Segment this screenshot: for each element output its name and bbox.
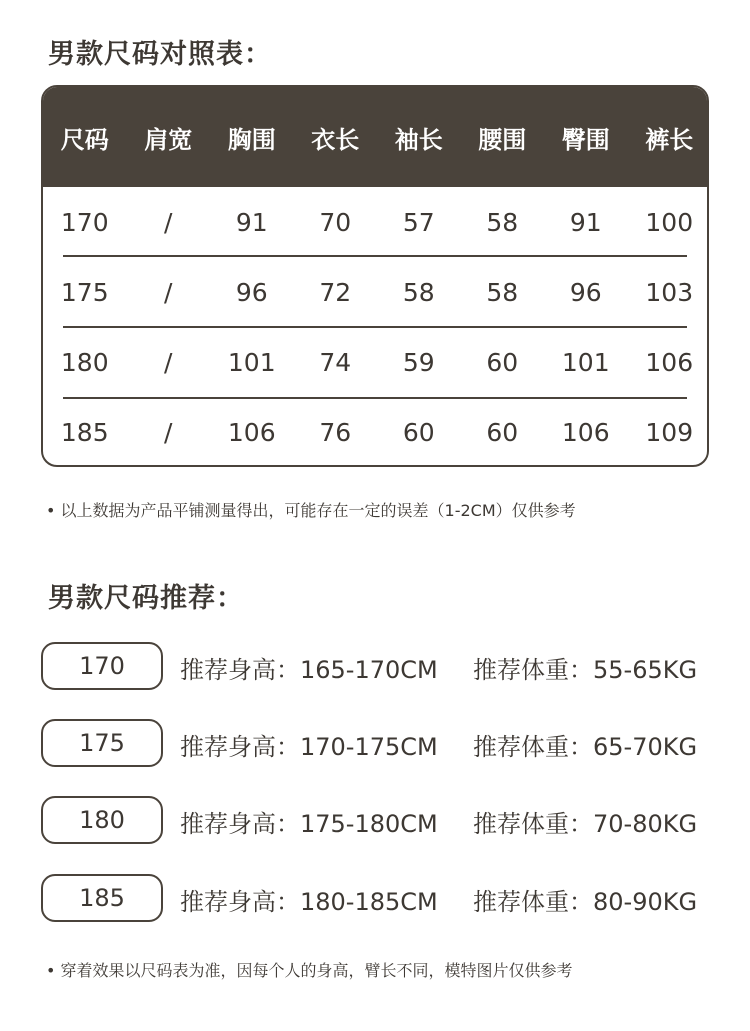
size-pill: 180 [41,796,163,844]
table-cell: 96 [235,277,268,307]
table-cell: 175 [60,277,109,307]
table-cell: 60 [486,347,519,377]
table-cell: 72 [319,277,352,307]
recommend-row [41,796,721,848]
table-row [43,327,707,397]
header-cell: 袖长 [394,125,443,154]
table-cell: 96 [569,277,602,307]
recommend-height: 推荐身高：170-175CM [180,733,438,761]
table-cell: 170 [60,207,109,237]
recommend-weight: 推荐体重：65-70KG [473,733,698,761]
table-row [43,187,707,257]
table-cell: 74 [319,347,352,377]
size-chart-table [41,85,709,467]
table-cell: 91 [569,207,602,237]
recommend-title: 男款尺码推荐： [48,583,244,614]
size-chart-title: 男款尺码对照表： [48,39,272,70]
table-cell: 101 [227,347,276,377]
table-cell: 109 [645,417,694,447]
table-cell: 185 [60,417,109,447]
table-cell: 106 [227,417,276,447]
table-header [43,87,707,187]
size-pill: 170 [41,642,163,690]
header-cell: 衣长 [311,125,360,154]
recommend-row [41,874,721,926]
table-cell: 70 [319,207,352,237]
header-cell: 尺码 [60,125,109,154]
table-cell: 59 [402,347,435,377]
header-cell: 裤长 [645,125,694,154]
table-cell: 58 [486,277,519,307]
header-cell: 臀围 [561,125,610,154]
table-cell: 57 [402,207,435,237]
table-row [43,397,707,467]
table-cell: 106 [561,417,610,447]
table-cell: 76 [319,417,352,447]
table-cell: 60 [402,417,435,447]
recommend-height: 推荐身高：175-180CM [180,810,438,838]
table-cell: / [164,207,173,237]
recommend-height: 推荐身高：180-185CM [180,888,438,916]
measurement-note: • 以上数据为产品平铺测量得出，可能存在一定的误差（1-2CM）仅供参考 [46,501,576,520]
table-row [43,257,707,327]
table-cell: / [164,277,173,307]
table-cell: 58 [402,277,435,307]
recommend-row [41,642,721,694]
size-pill: 185 [41,874,163,922]
recommend-row [41,719,721,771]
size-pill: 175 [41,719,163,767]
fit-note: • 穿着效果以尺码表为准，因每个人的身高，臂长不同，模特图片仅供参考 [46,961,573,980]
table-cell: / [164,417,173,447]
table-cell: 100 [645,207,694,237]
header-cell: 胸围 [227,125,276,154]
recommend-height: 推荐身高：165-170CM [180,656,438,684]
header-cell: 腰围 [478,125,527,154]
table-cell: 101 [561,347,610,377]
table-cell: 58 [486,207,519,237]
table-cell: 60 [486,417,519,447]
recommend-weight: 推荐体重：80-90KG [473,888,698,916]
table-cell: 103 [645,277,694,307]
recommend-weight: 推荐体重：55-65KG [473,656,698,684]
table-cell: / [164,347,173,377]
table-cell: 91 [235,207,268,237]
table-cell: 180 [60,347,109,377]
header-cell: 肩宽 [144,125,193,154]
recommend-weight: 推荐体重：70-80KG [473,810,698,838]
table-cell: 106 [645,347,694,377]
